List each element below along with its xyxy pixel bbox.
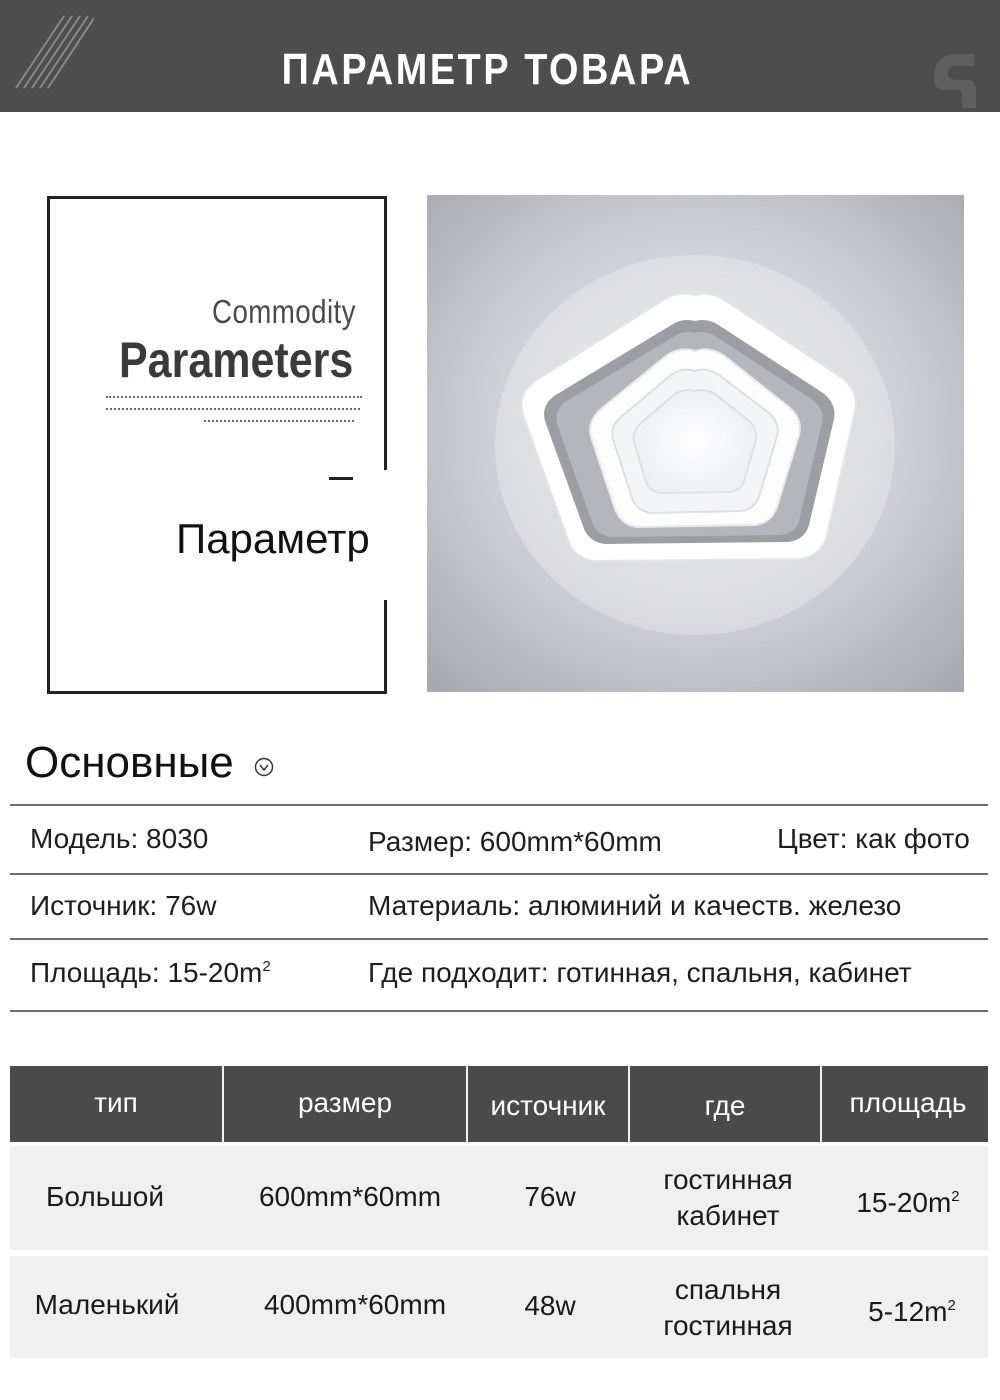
spec-area xyxy=(30,957,271,989)
spec-source: Источник: 76w xyxy=(30,890,217,921)
table-header-cell: размер xyxy=(297,1087,393,1118)
spec-area-value: Площадь: 15-20m xyxy=(30,957,263,988)
divider xyxy=(10,1010,988,1012)
product-photo-ceiling-lamp xyxy=(427,195,964,692)
spec-color: Цвет: как фото xyxy=(777,823,970,854)
divider xyxy=(10,873,988,875)
spec-material: Материаль: алюминий и качеств. железо xyxy=(368,890,902,921)
fine-print-line xyxy=(204,420,354,426)
section-title: Основные xyxy=(25,738,234,787)
card-parameter-ru-label: Параметр xyxy=(174,515,376,563)
table-cell-source: 48w xyxy=(524,1290,576,1321)
banner-corner-decoration xyxy=(928,44,978,108)
table-cell-where-line1: спальня xyxy=(674,1274,782,1305)
fine-print-line xyxy=(106,408,360,414)
fine-print-line xyxy=(106,396,362,402)
commodity-parameters-frame xyxy=(47,196,387,694)
table-cell-source: 76w xyxy=(524,1181,576,1212)
card-dash xyxy=(329,477,353,480)
table-header-cell: площадь xyxy=(849,1087,967,1118)
spec-where: Где подходит: готинная, спальня, кабинет xyxy=(368,957,912,988)
banner-title: ПАРАМЕТР ТОВАРА xyxy=(281,45,694,94)
spec-model: Модель: 8030 xyxy=(30,823,209,854)
top-banner xyxy=(0,0,1000,112)
chevron-down-circle-icon xyxy=(254,757,274,777)
table-cell-size: 400mm*60mm xyxy=(263,1289,447,1320)
table-cell-area-value: 5-12m xyxy=(868,1296,948,1327)
spec-area-sup: 2 xyxy=(262,958,271,975)
header-separator xyxy=(466,1066,468,1142)
divider xyxy=(10,938,988,940)
header-separator xyxy=(222,1066,224,1142)
table-cell-type: Маленький xyxy=(34,1289,180,1320)
table-cell-area xyxy=(822,1179,994,1221)
table-cell-area-value: 15-20m xyxy=(856,1187,952,1218)
table-cell-area xyxy=(822,1288,1000,1330)
header-separator xyxy=(628,1066,630,1142)
table-cell-where-line2: гостинная xyxy=(663,1310,793,1341)
table-cell-area-sup: 2 xyxy=(947,1297,956,1314)
card-commodity-label: Commodity xyxy=(212,293,356,330)
table-cell-size: 600mm*60mm xyxy=(258,1181,442,1212)
table-cell-type: Большой xyxy=(46,1181,164,1212)
header-separator xyxy=(820,1066,822,1142)
table-header-cell: где xyxy=(704,1090,746,1121)
table-cell-area-sup: 2 xyxy=(951,1188,960,1205)
table-cell-where-line2: кабинет xyxy=(676,1200,780,1231)
card-parameters-label: Parameters xyxy=(119,332,354,388)
divider xyxy=(10,804,988,806)
table-header-cell: источник xyxy=(490,1090,606,1121)
frame-gap xyxy=(383,470,399,600)
table-header-cell: тип xyxy=(94,1087,138,1118)
table-cell-where-line1: гостинная xyxy=(663,1164,793,1195)
spec-size: Размер: 600mm*60mm xyxy=(368,826,662,857)
